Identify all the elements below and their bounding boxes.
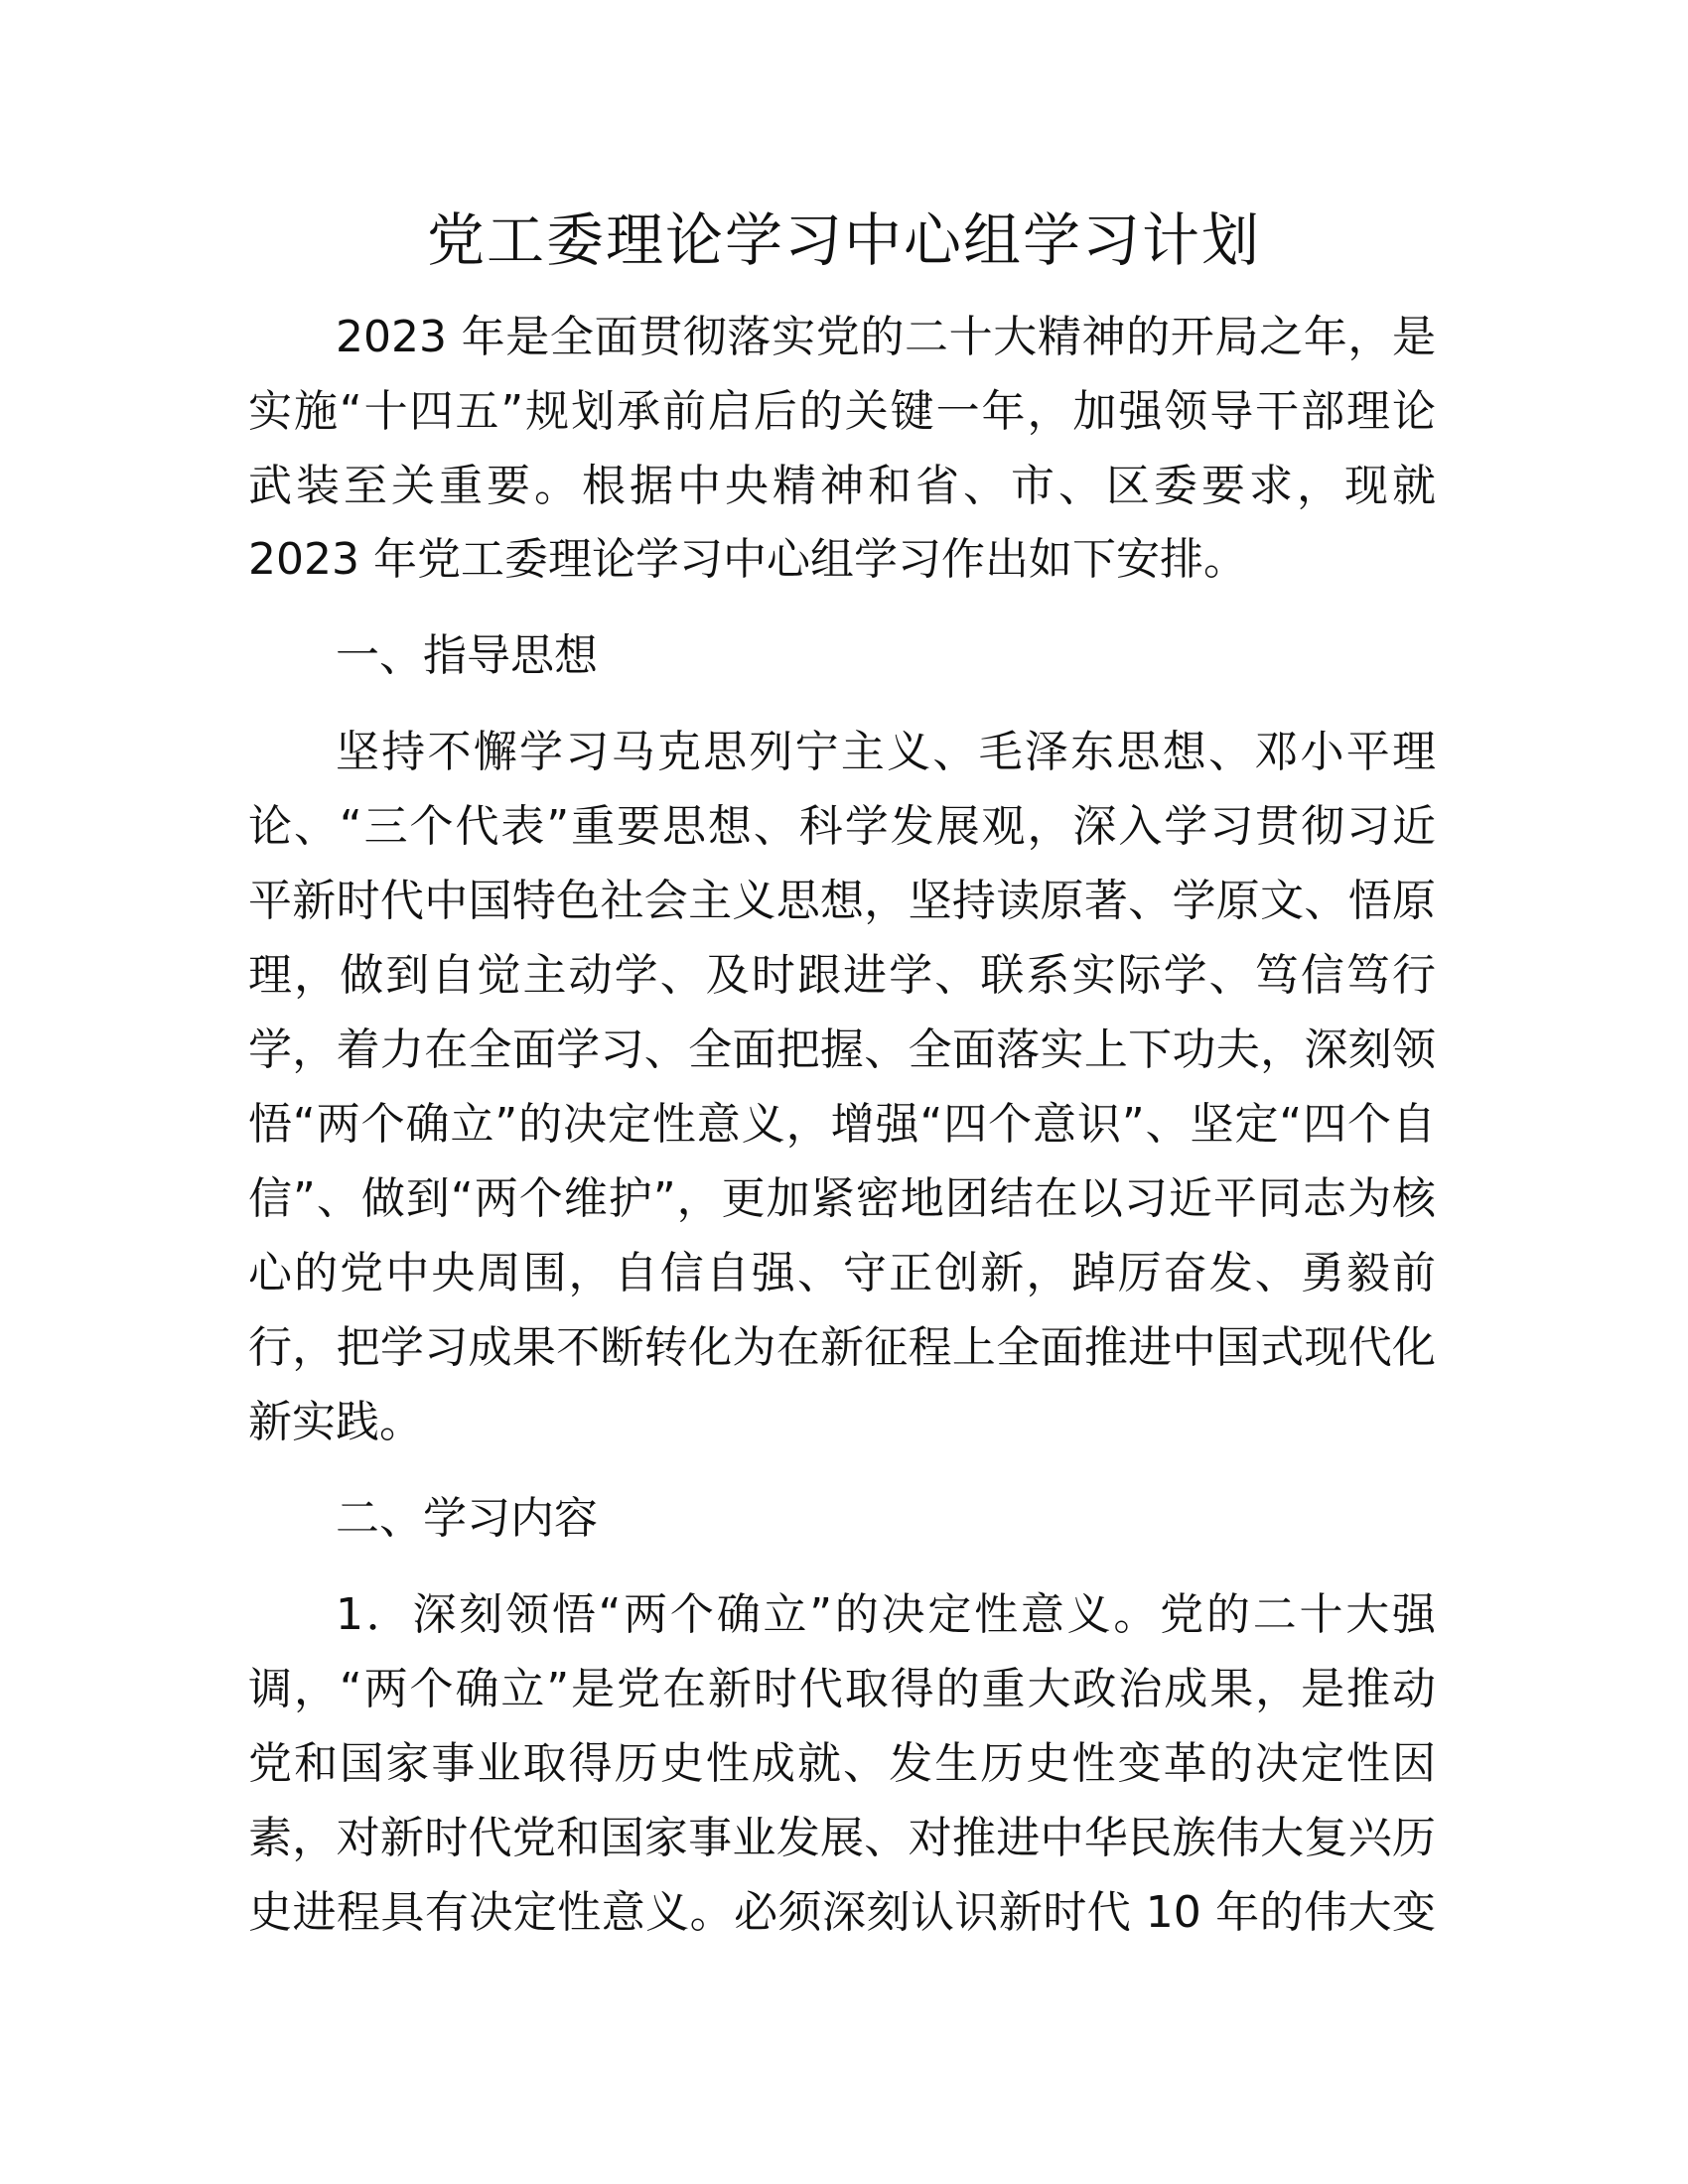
section1-line: 坚持不懈学习马克思列宁主义、毛泽东思想、邓小平理 — [336, 727, 1436, 777]
intro-line: 2023 年是全面贯彻落实党的二十大精神的开局之年，是 — [336, 312, 1436, 362]
section1-line: 悟“两个确立”的决定性意义，增强“四个意识”、坚定“四个自 — [248, 1099, 1436, 1150]
section2-line: 调，“两个确立”是党在新时代取得的重大政治成果，是推动 — [248, 1664, 1436, 1714]
section2-line: 素，对新时代党和国家事业发展、对推进中华民族伟大复兴历 — [248, 1813, 1436, 1863]
section1-line: 论、“三个代表”重要思想、科学发展观，深入学习贯彻习近 — [248, 801, 1436, 852]
section2-line: 史进程具有决定性意义。必须深刻认识新时代 10 年的伟大变 — [248, 1887, 1436, 1938]
section1-line: 行，把学习成果不断转化为在新征程上全面推进中国式现代化 — [248, 1322, 1436, 1373]
section1-line: 信”、做到“两个维护”，更加紧密地团结在以习近平同志为核 — [248, 1173, 1436, 1224]
section2-line: 1．深刻领悟“两个确立”的决定性意义。党的二十大强 — [336, 1589, 1436, 1640]
intro-line: 2023 年党工委理论学习中心组学习作出如下安排。 — [248, 534, 1247, 585]
intro-line: 实施“十四五”规划承前启后的关键一年，加强领导干部理论 — [248, 386, 1436, 437]
section-heading-study-content: 二、学习内容 — [336, 1493, 598, 1544]
section2-line: 党和国家事业取得历史性成就、发生历史性变革的决定性因 — [248, 1738, 1436, 1789]
document-title: 党工委理论学习中心组学习计划 — [426, 206, 1261, 274]
section-heading-guiding-thought: 一、指导思想 — [336, 630, 598, 681]
section1-line: 理，做到自觉主动学、及时跟进学、联系实际学、笃信笃行 — [248, 950, 1436, 1001]
section1-line: 心的党中央周围，自信自强、守正创新，踔厉奋发、勇毅前 — [248, 1248, 1436, 1298]
section1-line: 学，着力在全面学习、全面把握、全面落实上下功夫，深刻领 — [248, 1024, 1436, 1075]
section1-line: 平新时代中国特色社会主义思想，坚持读原著、学原文、悟原 — [248, 876, 1436, 926]
intro-line: 武装至关重要。根据中央精神和省、市、区委要求，现就 — [248, 461, 1436, 511]
section1-line: 新实践。 — [248, 1397, 423, 1447]
